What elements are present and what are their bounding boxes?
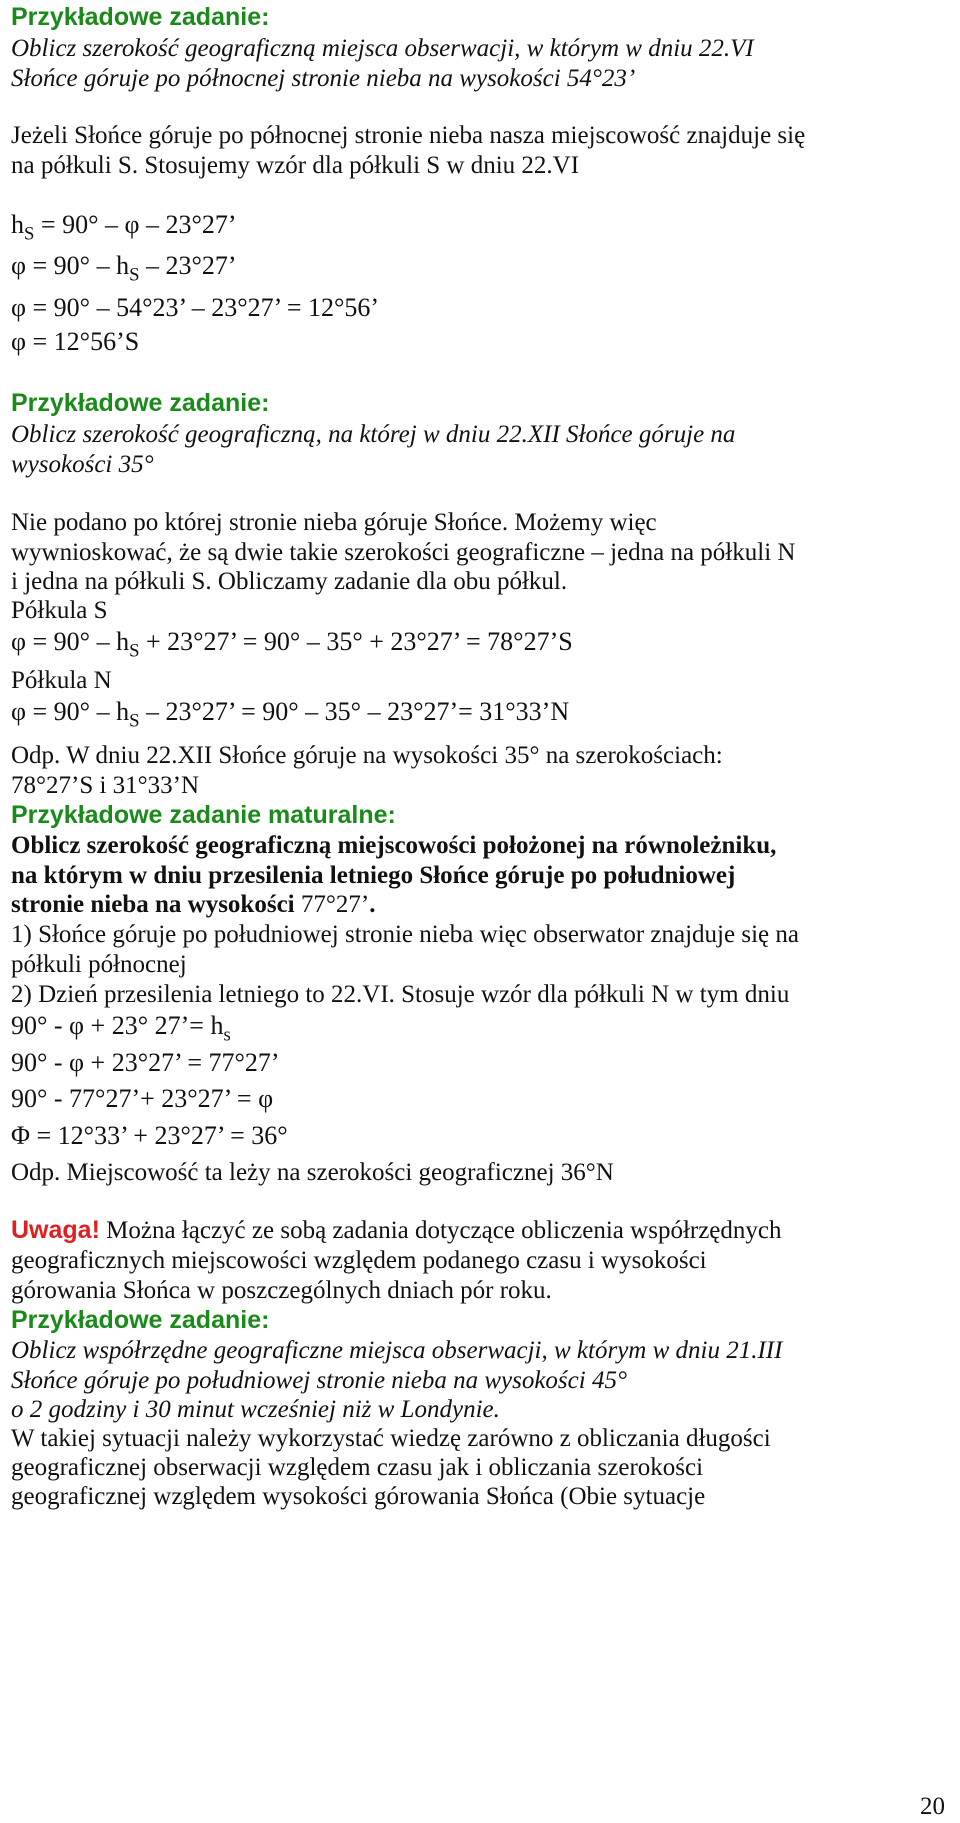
explain-1-line-2: na półkuli S. Stosujemy wzór dla półkuli S w dniu 22.VI xyxy=(11,152,580,179)
explain-4-line-1: W takiej sytuacji należy wykorzystać wiedzę zarówno z obliczania długości xyxy=(11,1425,771,1452)
page-number: 20 xyxy=(920,1793,945,1820)
hemisphere-n-label: Półkula N xyxy=(11,667,112,694)
task-4-line-2: Słońce góruje po południowej stronie nieba na wysokości 45° xyxy=(11,1367,627,1394)
explain-1-line-1: Jeżeli Słońce góruje po północnej stronie nieba nasza miejscowość znajduje się xyxy=(11,122,806,149)
formula-1-line-1: $h_S = 90^\circ - \varphi - 23^\circ 27$’ xyxy=(11,210,237,245)
explain-4-line-3: geograficznej względem wysokości górowania Słońca (Obie sytuacje xyxy=(11,1483,706,1510)
formula-3-line-3: 90° - 77°27’+ 23°27’ = φ xyxy=(11,1084,274,1113)
explain-2-line-1: Nie podano po której stronie nieba góruje Słońce. Możemy więc xyxy=(11,509,657,536)
task-1-line-1: Oblicz szerokość geograficzną miejsca obserwacji, w którym w dniu 22.VI xyxy=(11,35,754,62)
explain-4-line-2: geograficznej obserwacji względem czasu jak i obliczania szerokości xyxy=(11,1454,704,1481)
note-line-1: Uwaga! Można łączyć ze sobą zadania dotyczące obliczenia współrzędnych xyxy=(11,1216,782,1244)
formula-1-line-3: φ = 90° – 54°23’ – 23°27’ = 12°56’ xyxy=(11,293,380,322)
example-heading-4: Przykładowe zadanie: xyxy=(11,1306,270,1334)
task-3-line-3: stronie nieba na wysokości 77°27’. xyxy=(11,891,376,918)
task-2-line-1: Oblicz szerokość geograficzną, na której w dniu 22.XII Słońce góruje na xyxy=(11,421,736,448)
task-1-line-2: Słońce góruje po północnej stronie nieba na wysokości 54°23’ xyxy=(11,65,636,92)
formula-3-line-4: Φ = 12°33’ + 23°27’ = 36° xyxy=(11,1121,288,1150)
note-line-3: górowania Słońca w poszczególnych dniach pór roku. xyxy=(11,1277,552,1304)
step-3-line-1: 1) Słońce góruje po południowej stronie nieba więc obserwator znajduje się na xyxy=(11,921,799,948)
formula-3-line-2: 90° - φ + 23°27’ = 77°27’ xyxy=(11,1048,280,1077)
step-3-line-3: 2) Dzień przesilenia letniego to 22.VI. Stosuje wzór dla półkuli N w tym dniu xyxy=(11,981,790,1008)
example-heading-1: Przykładowe zadanie: xyxy=(11,3,270,31)
hemisphere-s-formula: $\varphi = 90^\circ - h_S + 23^\circ 27$’ = 90° – 35° + 23°27’ = 78°27’S xyxy=(11,627,573,662)
task-4-line-1: Oblicz współrzędne geograficzne miejsca obserwacji, w którym w dniu 21.III xyxy=(11,1337,783,1364)
hemisphere-s-label: Półkula S xyxy=(11,597,108,624)
formula-3-line-1: 90° - φ + 23° 27’= $h_s$ xyxy=(11,1011,231,1046)
answer-2-line-2: 78°27’S i 31°33’N xyxy=(11,772,200,799)
explain-2-line-2: wywnioskować, że są dwie takie szerokości geograficzne – jedna na półkuli N xyxy=(11,539,796,566)
step-3-line-2: półkuli północnej xyxy=(11,951,187,978)
answer-3: Odp. Miejscowość ta leży na szerokości geograficznej 36°N xyxy=(11,1159,614,1186)
hemisphere-n-formula: $\varphi = 90^\circ - h_S - 23^\circ 27$’ = 90° – 35° – 23°27’= 31°33’N xyxy=(11,697,570,732)
example-heading-2: Przykładowe zadanie: xyxy=(11,389,270,417)
task-2-line-2: wysokości 35° xyxy=(11,451,154,478)
explain-2-line-3: i jedna na półkuli S. Obliczamy zadanie dla obu półkul. xyxy=(11,568,568,595)
example-heading-3: Przykładowe zadanie maturalne: xyxy=(11,801,396,829)
note-line-2: geograficznych miejscowości względem podanego czasu i wysokości xyxy=(11,1247,707,1274)
task-4-line-3: o 2 godziny i 30 minut wcześniej niż w Londynie. xyxy=(11,1396,500,1423)
formula-1-line-2: $\varphi = 90^\circ - h_S - 23^\circ 27$’ xyxy=(11,251,237,286)
task-3-line-2: na którym w dniu przesilenia letniego Słońce góruje po południowej xyxy=(11,862,736,889)
note-label: Uwaga! xyxy=(11,1216,100,1244)
answer-2-line-1: Odp. W dniu 22.XII Słońce góruje na wysokości 35° na szerokościach: xyxy=(11,742,723,769)
task-3-line-1: Oblicz szerokość geograficzną miejscowości położonej na równoleżniku, xyxy=(11,832,777,859)
formula-1-line-4: φ = 12°56’S xyxy=(11,327,140,356)
